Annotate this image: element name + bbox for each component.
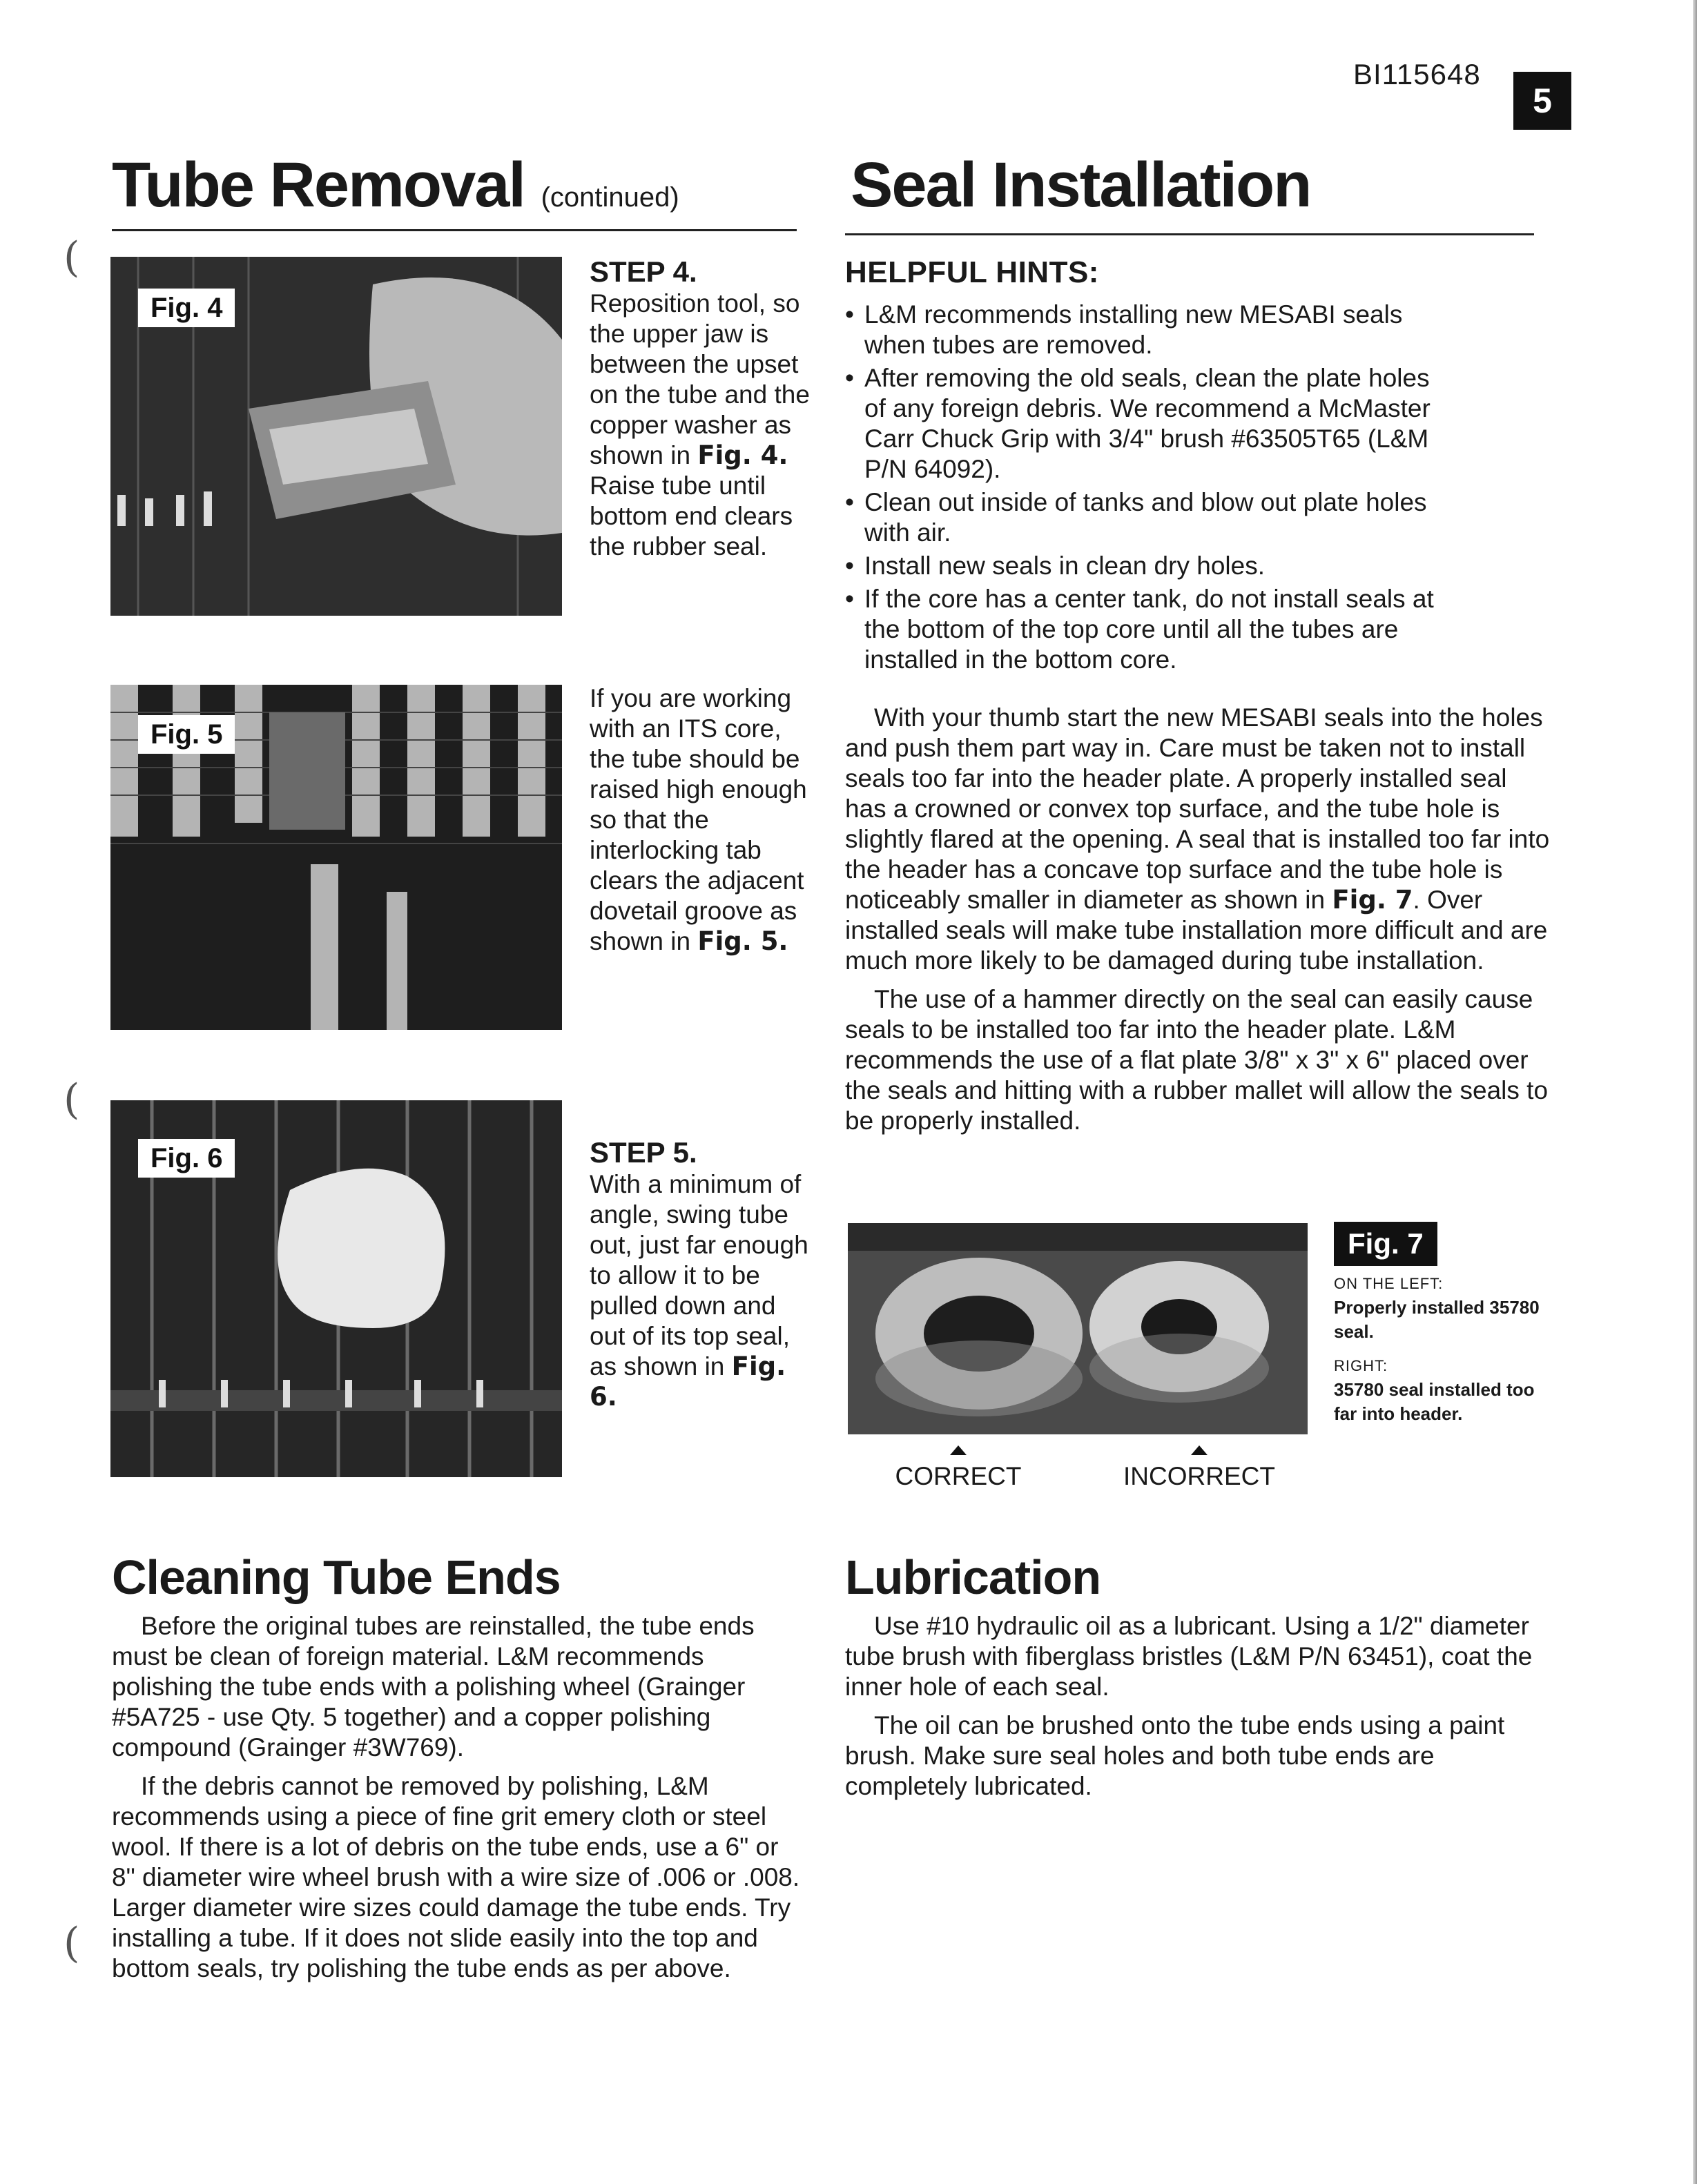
correct-label: CORRECT [895, 1462, 1022, 1490]
document-id: BI115648 [1353, 58, 1481, 90]
correct-marker [889, 1445, 1027, 1491]
cleaning-paragraph-2: If the debris cannot be removed by polishing, L&M recommends using a piece of fine grit emery cloth or steel wool. If there is a lot of debris on the tube ends, use a 6" or 8" diameter wire wheel brush with a wire size of .006 or .008. Larger diameter wire sizes could damage the tube ends. Try installing a tube. If it does not slide easily into the top and bottom seals, try polishing the tube ends as per above. [112, 1772, 800, 1982]
seal-installation-title: Seal Installation [851, 150, 1311, 220]
step4-text-b: Raise tube until bottom end clears the rubber seal. [590, 471, 793, 560]
lubrication-paragraph-2: The oil can be brushed onto the tube ends using a paint brush. Make sure seal holes and both tube ends are completely lubricated. [845, 1711, 1505, 1800]
its-note-fig-ref: Fig. 5. [697, 926, 788, 956]
caption-left-label: ON THE LEFT: [1334, 1275, 1444, 1292]
tube-removal-title-text: Tube Removal [112, 150, 525, 220]
caption-right-label: RIGHT: [1334, 1357, 1388, 1374]
helpful-hints-list-wrap [845, 300, 1453, 678]
fig5-label: Fig. 5 [138, 715, 235, 754]
hint-item: • Clean out inside of tanks and blow out plate holes with air. [845, 487, 1453, 548]
seal-paragraph-1-fig-ref: Fig. 7 [1332, 885, 1413, 915]
tube-removal-rule [112, 229, 797, 231]
step4-text-a: Reposition tool, so the upper jaw is between the upset on the tube and the copper washer as shown in [590, 289, 810, 469]
hint-item: • If the core has a center tank, do not install seals at the bottom of the top core until all the tubes are installed in the bottom core. [845, 584, 1453, 675]
fig7-label: Fig. 7 [1334, 1222, 1437, 1266]
page-number-badge: 5 [1513, 72, 1571, 130]
step5-block [590, 1136, 811, 1412]
cleaning-body [112, 1611, 802, 1992]
arrow-up-icon [950, 1445, 967, 1455]
its-note-block [590, 683, 811, 957]
step5-fig-ref: Fig. 6. [590, 1352, 786, 1412]
arrow-up-icon [1191, 1445, 1208, 1455]
lubrication-title: Lubrication [845, 1550, 1101, 1604]
step4-block [590, 255, 811, 562]
helpful-hints-list [845, 300, 1453, 675]
binder-hole-mark: ( [64, 1919, 80, 1967]
fig7-caption [1334, 1271, 1541, 1426]
seal-paragraph-2: The use of a hammer directly on the seal can easily cause seals to be installed too far into the header plate. L&M recommends the use of a flat plate 3/8" x 3" x 6" placed over the seals and hitting with a rubber mallet will allow the seals to be properly installed. [845, 985, 1549, 1135]
lubrication-body [845, 1611, 1535, 1810]
incorrect-label: INCORRECT [1123, 1462, 1275, 1490]
helpful-hints-heading: HELPFUL HINTS: [845, 255, 1099, 289]
step4-fig-ref: Fig. 4. [697, 440, 788, 470]
step5-text: With a minimum of angle, swing tube out, just far enough to allow it to be pulled down and out of its top seal, as shown in [590, 1170, 808, 1381]
fig7-photo [848, 1223, 1308, 1434]
its-note-text: If you are working with an ITS core, the tube should be raised high enough so that the interlocking tab clears the adjacent dovetail groove as shown in [590, 684, 807, 955]
tube-removal-title [112, 150, 679, 220]
hint-item: • L&M recommends installing new MESABI seals when tubes are removed. [845, 300, 1453, 360]
hint-item: • Install new seals in clean dry holes. [845, 551, 1453, 581]
step5-heading: STEP 5. [590, 1136, 697, 1169]
caption-right-text: 35780 seal installed too far into header. [1334, 1379, 1535, 1424]
binder-hole-mark: ( [64, 233, 80, 282]
seal-paragraph-1-b: . Over installed seals will make tube installation more difficult and are much more likely to be damaged during tube installation. [845, 886, 1548, 975]
lubrication-paragraph-1: Use #10 hydraulic oil as a lubricant. Using a 1/2" diameter tube brush with fiberglass bristles (L&M P/N 63451), coat the inner hole of each seal. [845, 1612, 1533, 1701]
fig6-label: Fig. 6 [138, 1139, 235, 1178]
seal-paragraph-1 [845, 703, 1555, 976]
binder-hole-mark: ( [64, 1075, 80, 1124]
hint-item: • After removing the old seals, clean the plate holes of any foreign debris. We recommend a McMaster Carr Chuck Grip with 3/4" brush #63505T65 (L&M P/N 64092). [845, 363, 1453, 485]
fig4-label: Fig. 4 [138, 289, 235, 327]
incorrect-marker [1113, 1445, 1286, 1491]
step4-heading: STEP 4. [590, 255, 697, 288]
cleaning-title: Cleaning Tube Ends [112, 1550, 561, 1604]
tube-removal-subtitle: (continued) [541, 182, 679, 213]
caption-left-text: Properly installed 35780 seal. [1334, 1297, 1540, 1342]
seal-installation-rule [845, 233, 1534, 235]
seal-installation-body [845, 703, 1555, 1144]
cleaning-paragraph-1: Before the original tubes are reinstalled, the tube ends must be clean of foreign material. L&M recommends polishing the tube ends with a polishing wheel (Grainger #5A725 - use Qty. 5 together) and a copper polishing compound (Grainger #3W769). [112, 1612, 755, 1762]
scan-edge [1693, 0, 1697, 2184]
seal-paragraph-1-a: With your thumb start the new MESABI seals into the holes and push them part way in. Care must be taken not to install seals too far into the header plate. A properly installed seal has a crowned or convex top surface, and the tube hole is slightly flared at the opening. A seal that is installed too far into the header has a concave top surface and the tube hole is noticeably smaller in diameter as shown in [845, 703, 1550, 914]
